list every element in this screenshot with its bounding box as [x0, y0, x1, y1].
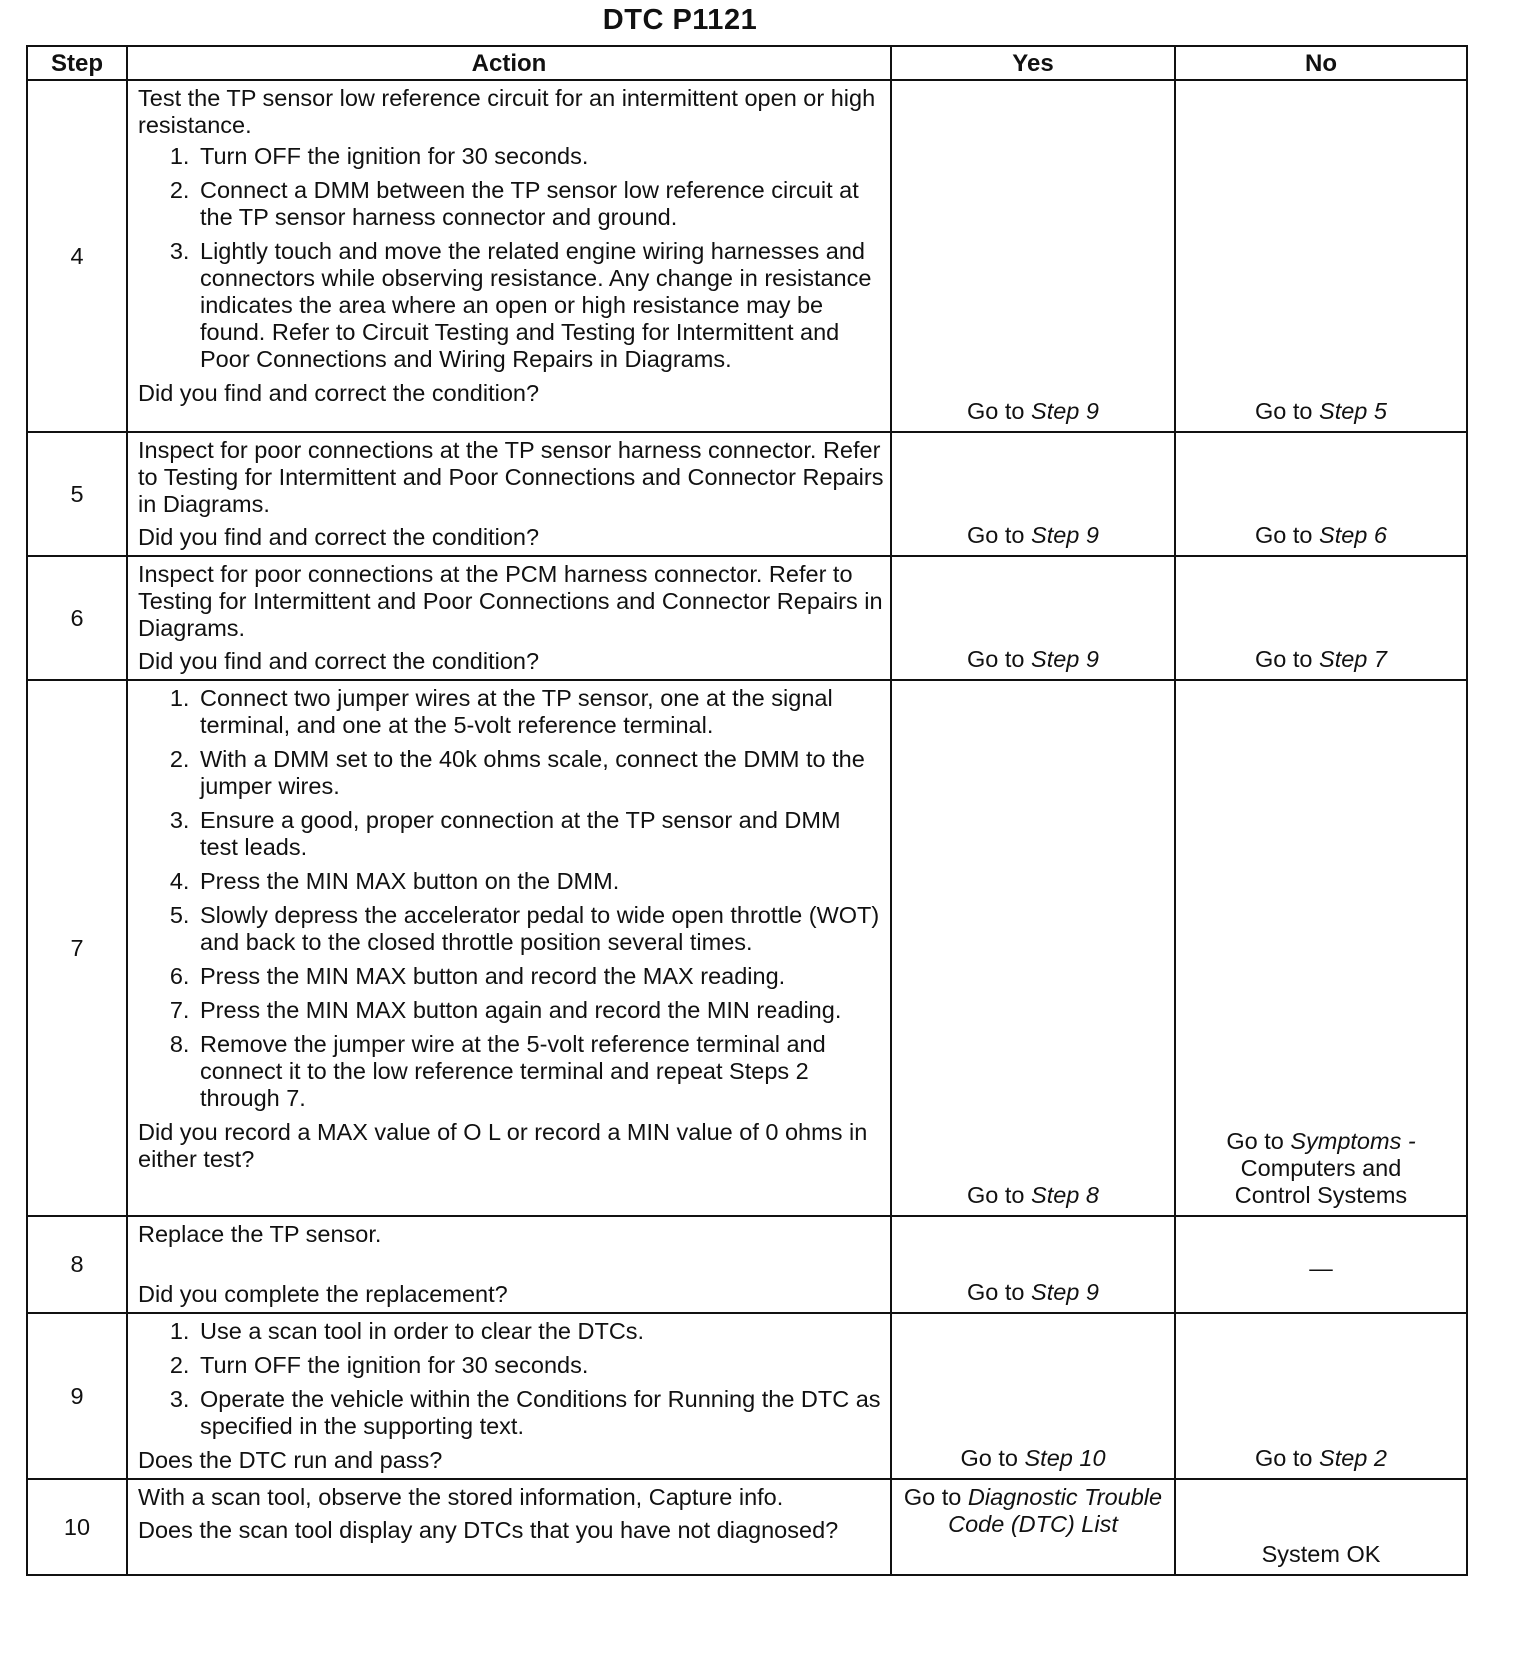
- list-item: 6. Press the MIN MAX button and record the MAX reading.: [196, 963, 884, 990]
- action-intro: Inspect for poor connections at the PCM harness connector. Refer to Testing for Intermittent and Poor Connections and Connector Repairs in Diagrams.: [138, 561, 883, 641]
- action-question: Did you record a MAX value of O L or record a MIN value of 0 ohms in either test?: [138, 1119, 868, 1172]
- yes-step-link[interactable]: Step 9: [1031, 646, 1099, 672]
- list-item: 2. Turn OFF the ignition for 30 seconds.: [196, 1352, 884, 1379]
- action-intro: Test the TP sensor low reference circuit for an intermittent open or high resistance.: [138, 85, 876, 138]
- no-cell: [1175, 432, 1467, 556]
- table-row: [27, 80, 1467, 432]
- step-number: 4: [27, 80, 127, 432]
- yes-cell: [891, 1216, 1175, 1313]
- yes-cell: [891, 432, 1175, 556]
- header-no: No: [1175, 46, 1467, 80]
- action-cell: [127, 80, 891, 432]
- action-question: Does the scan tool display any DTCs that you have not diagnosed?: [138, 1517, 839, 1543]
- yes-step-link[interactable]: Step 9: [1031, 522, 1099, 548]
- document-title: DTC P1121: [602, 4, 758, 36]
- yes-step-link[interactable]: Step 10: [1024, 1445, 1106, 1471]
- yes-cell: [891, 680, 1175, 1216]
- action-steps-list: [138, 1318, 884, 1440]
- action-cell: [127, 1216, 891, 1313]
- list-item: 5. Slowly depress the accelerator pedal to wide open throttle (WOT) and back to the closed throttle position several times.: [196, 902, 884, 956]
- table-row: [27, 1216, 1467, 1313]
- list-item: 3. Operate the vehicle within the Conditions for Running the DTC as specified in the supporting text.: [196, 1386, 884, 1440]
- no-system-ok: System OK: [1261, 1541, 1381, 1567]
- no-step-link[interactable]: Step 5: [1319, 398, 1387, 424]
- action-cell: [127, 1313, 891, 1479]
- no-prefix: Go to: [1255, 522, 1320, 548]
- no-cell: [1175, 1313, 1467, 1479]
- list-item: 2. Connect a DMM between the TP sensor low reference circuit at the TP sensor harness connector and ground.: [196, 177, 884, 231]
- no-cell: [1175, 1216, 1467, 1313]
- yes-prefix: Go to: [967, 398, 1032, 424]
- step-number: 8: [27, 1216, 127, 1313]
- yes-cell: [891, 556, 1175, 680]
- header-step: Step: [27, 46, 127, 80]
- yes-step-link[interactable]: Step 9: [1031, 398, 1099, 424]
- action-question: Does the DTC run and pass?: [138, 1447, 443, 1473]
- action-cell: [127, 1479, 891, 1575]
- action-steps-list: [138, 143, 884, 373]
- header-yes: Yes: [891, 46, 1175, 80]
- action-question: Did you find and correct the condition?: [138, 648, 540, 674]
- list-item: 3. Ensure a good, proper connection at the TP sensor and DMM test leads.: [196, 807, 884, 861]
- yes-step-link[interactable]: Step 8: [1031, 1182, 1099, 1208]
- yes-prefix: Go to: [967, 646, 1032, 672]
- action-question: Did you find and correct the condition?: [138, 380, 540, 406]
- action-question: Did you complete the replacement?: [138, 1281, 508, 1307]
- yes-dtc-list-link[interactable]: Diagnostic Trouble Code (DTC) List: [948, 1484, 1163, 1537]
- no-cell: [1175, 556, 1467, 680]
- no-cell: [1175, 1479, 1467, 1575]
- yes-prefix: Go to: [967, 1279, 1032, 1305]
- yes-prefix: Go to: [967, 522, 1032, 548]
- step-number: 10: [27, 1479, 127, 1575]
- no-step-link[interactable]: Step 6: [1319, 522, 1387, 548]
- action-intro: With a scan tool, observe the stored information, Capture info.: [138, 1484, 784, 1510]
- list-item: 1. Use a scan tool in order to clear the DTCs.: [196, 1318, 884, 1345]
- list-item: 1. Connect two jumper wires at the TP sensor, one at the signal terminal, and one at the 5-volt reference terminal.: [196, 685, 884, 739]
- no-prefix: Go to: [1226, 1128, 1291, 1154]
- no-step-link[interactable]: Step 7: [1319, 646, 1387, 672]
- no-prefix: Go to: [1255, 646, 1320, 672]
- table-row: [27, 556, 1467, 680]
- list-item: 4. Press the MIN MAX button on the DMM.: [196, 868, 884, 895]
- no-suffix: Computers and Control Systems: [1234, 1155, 1408, 1208]
- list-item: 3. Lightly touch and move the related engine wiring harnesses and connectors while observing resistance. Any change in resistance indicates the area where an open or high resistance may be found. Refer to Circuit Testing and Testing for Intermittent and Poor Connections and Wiring Repairs in Diagrams.: [196, 238, 884, 373]
- action-cell: [127, 680, 891, 1216]
- step-number: 6: [27, 556, 127, 680]
- no-step-link[interactable]: Step 2: [1319, 1445, 1387, 1471]
- list-item: 2. With a DMM set to the 40k ohms scale, connect the DMM to the jumper wires.: [196, 746, 884, 800]
- list-item: 7. Press the MIN MAX button again and record the MIN reading.: [196, 997, 884, 1024]
- no-dash: —: [1309, 1255, 1333, 1281]
- list-item: 1. Turn OFF the ignition for 30 seconds.: [196, 143, 884, 170]
- table-row: [27, 1313, 1467, 1479]
- step-number: 7: [27, 680, 127, 1216]
- yes-cell: [891, 1479, 1175, 1575]
- yes-cell: [891, 80, 1175, 432]
- header-action: Action: [127, 46, 891, 80]
- yes-prefix: Go to: [967, 1182, 1032, 1208]
- yes-cell: [891, 1313, 1175, 1479]
- action-cell: [127, 556, 891, 680]
- no-cell: [1175, 680, 1467, 1216]
- yes-prefix: Go to: [903, 1484, 968, 1510]
- yes-prefix: Go to: [960, 1445, 1025, 1471]
- table-row: [27, 680, 1467, 1216]
- action-intro: Replace the TP sensor.: [138, 1221, 382, 1247]
- no-symptoms-link[interactable]: Symptoms -: [1290, 1128, 1416, 1154]
- yes-step-link[interactable]: Step 9: [1031, 1279, 1099, 1305]
- action-question: Did you find and correct the condition?: [138, 524, 540, 550]
- step-number: 9: [27, 1313, 127, 1479]
- action-steps-list: [138, 685, 884, 1112]
- no-prefix: Go to: [1255, 1445, 1320, 1471]
- table-header-row: [27, 46, 1467, 80]
- table-row: [27, 432, 1467, 556]
- action-cell: [127, 432, 891, 556]
- dtc-table: [26, 45, 1468, 1576]
- list-item: 8. Remove the jumper wire at the 5-volt reference terminal and connect it to the low reference terminal and repeat Steps 2 through 7.: [196, 1031, 884, 1112]
- table-row: [27, 1479, 1467, 1575]
- no-cell: [1175, 80, 1467, 432]
- action-intro: Inspect for poor connections at the TP sensor harness connector. Refer to Testing for Intermittent and Poor Connections and Connector Repairs in Diagrams.: [138, 437, 884, 517]
- no-prefix: Go to: [1255, 398, 1320, 424]
- step-number: 5: [27, 432, 127, 556]
